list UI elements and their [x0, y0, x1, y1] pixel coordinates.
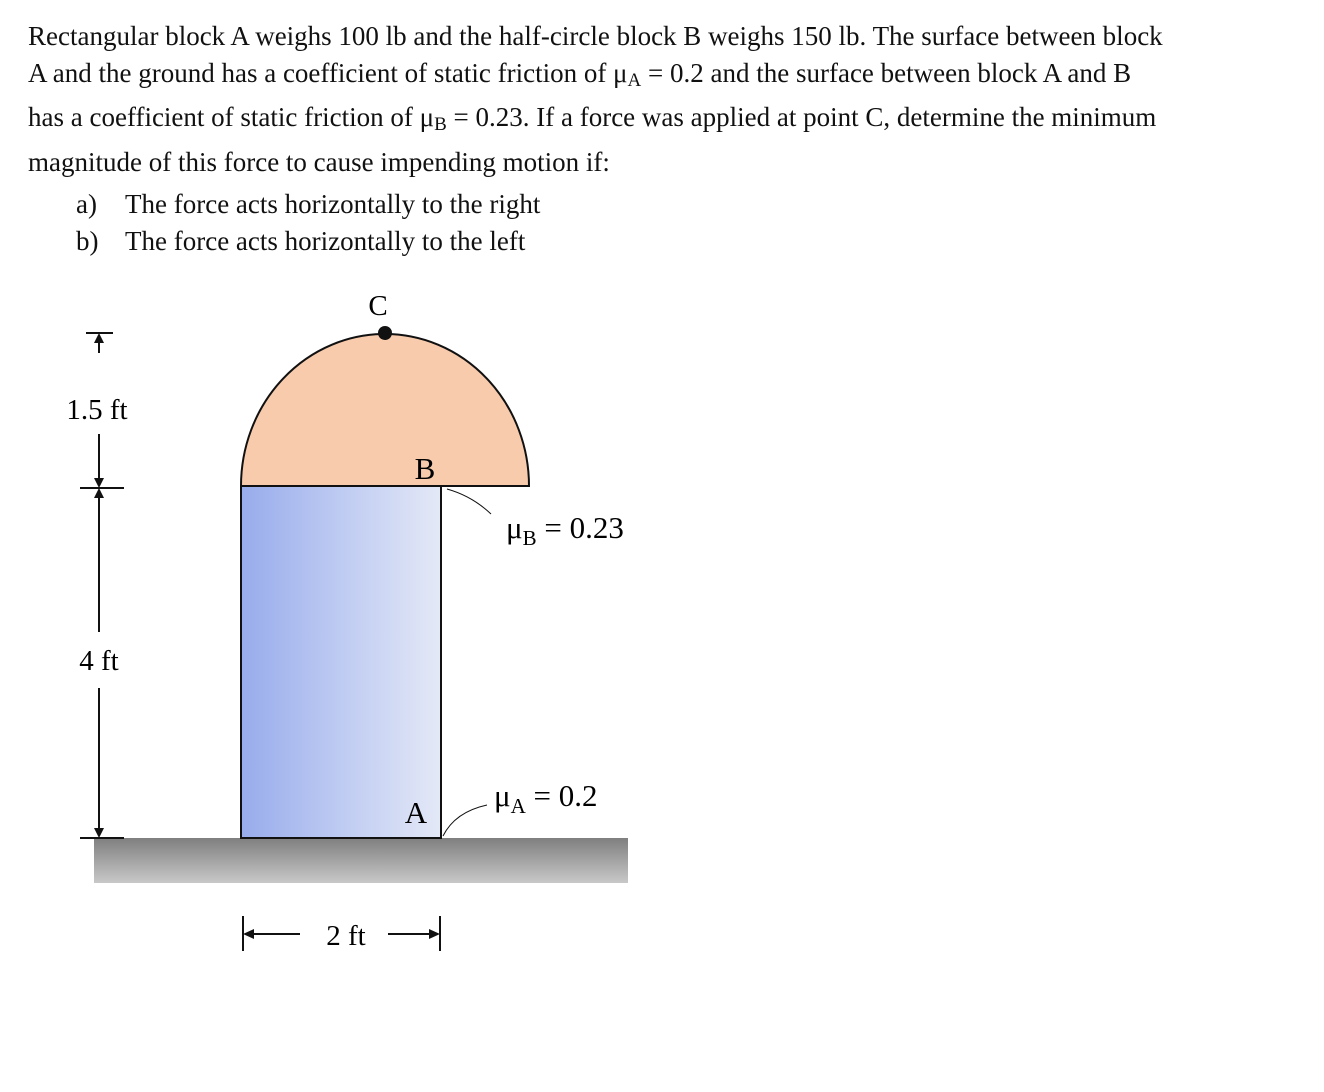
- half-circle-block-b: [241, 334, 529, 486]
- mu-a-symbol: μ: [494, 778, 511, 813]
- point-c-label: C: [368, 290, 388, 322]
- problem-line-4: magnitude of this force to cause impending motion if:: [28, 146, 610, 177]
- dim-block-width-label: 2 ft: [326, 920, 366, 952]
- mu-b-label: [506, 510, 624, 550]
- mu-b-value: = 0.23: [536, 510, 624, 545]
- problem-line-2-suffix: = 0.2 and the surface between block A and B: [641, 57, 1132, 88]
- mu-a-leader-line: [443, 805, 487, 836]
- mu-a-subscript: A: [627, 69, 642, 91]
- block-b-label: B: [414, 451, 436, 486]
- part-b-text: The force acts horizontally to the left: [125, 226, 526, 256]
- dim-bottom-arrowhead: [94, 828, 104, 838]
- dim-block-height-label: 4 ft: [79, 645, 119, 677]
- dim-top-arrowhead: [94, 333, 104, 343]
- problem-line-3-suffix: = 0.23. If a force was applied at point C, determine the minimum: [446, 102, 1157, 132]
- part-a-marker: a): [76, 189, 97, 219]
- ground: [94, 838, 628, 883]
- block-a-label: A: [404, 795, 428, 830]
- dim-mid-down-arrowhead: [94, 478, 104, 488]
- mu-b-symbol: μ: [506, 510, 523, 545]
- problem-line-1: Rectangular block A weighs 100 lb and the half-circle block B weighs 150 lb. The surface between block: [28, 21, 1163, 51]
- problem-line-2-prefix: A and the ground has a coefficient of static friction of μ: [28, 57, 628, 88]
- dim-half-circle-label: 1.5 ft: [66, 394, 128, 426]
- dim-width-right-arrowhead: [429, 929, 440, 939]
- mu-b-leader-line: [447, 489, 491, 514]
- mu-a-sub: A: [510, 794, 526, 818]
- block-a: [241, 486, 441, 838]
- point-c-dot: [378, 326, 392, 340]
- mu-b-sub: B: [522, 526, 537, 550]
- part-a-text: The force acts horizontally to the right: [125, 189, 541, 219]
- mu-a-value: = 0.2: [525, 778, 598, 813]
- mu-a-label: [494, 778, 598, 818]
- problem-line-3-prefix: has a coefficient of static friction of μ: [28, 102, 435, 132]
- mu-b-subscript: B: [434, 114, 447, 135]
- part-b-marker: b): [76, 226, 99, 256]
